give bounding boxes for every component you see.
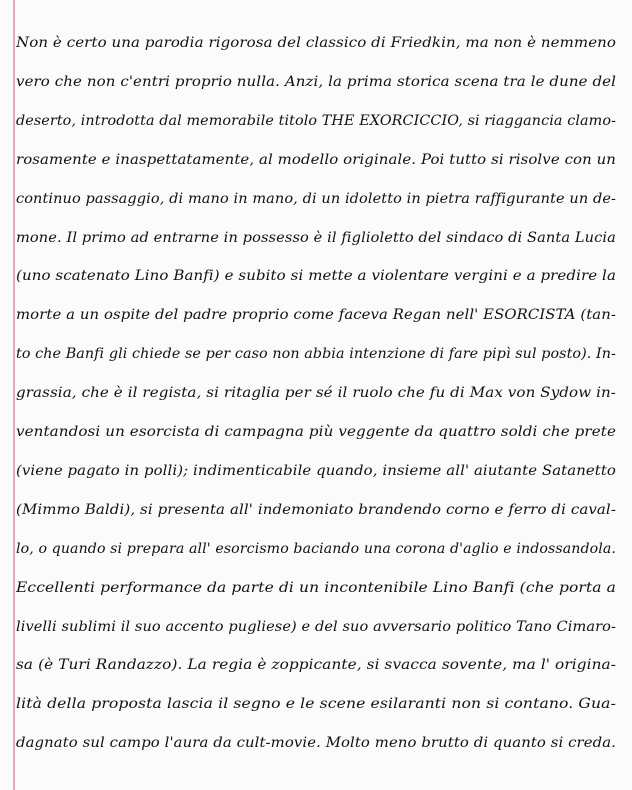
text-line-content: (uno scatenato Lino Banfi) e subito si mette a violentare vergini e a predire la bbox=[16, 268, 616, 285]
text-line bbox=[16, 730, 632, 756]
text-line bbox=[16, 186, 632, 212]
text-line-content: sa (è Turi Randazzo). La regia è zoppicante, si svacca sovente, ma l' origina- bbox=[16, 657, 616, 674]
text-line bbox=[16, 302, 632, 328]
text-line-content: to che Banfi gli chiede se per caso non abbia intenzione di fare pipì sul posto). In- bbox=[16, 346, 616, 363]
text-line-content: deserto, introdotta dal memorabile titolo THE EXORCICCIO, si riaggancia clamo- bbox=[16, 112, 617, 129]
text-line-content: (Mimmo Baldi), si presenta all' indemoniato brandendo corno e ferro di caval- bbox=[16, 501, 616, 518]
text-line bbox=[16, 497, 632, 523]
text-line-content: ventandosi un esorcista di campagna più veggente da quattro soldi che prete bbox=[16, 424, 616, 440]
text-line bbox=[16, 147, 632, 173]
text-line-content: lità della proposta lascia il segno e le scene esilaranti non si contano. Gua- bbox=[16, 696, 616, 713]
text-line bbox=[16, 419, 632, 445]
text-line bbox=[16, 108, 632, 134]
text-line-content: lo, o quando si prepara all' esorcismo baciando una corona d'aglio e indossandola. bbox=[16, 540, 617, 557]
text-line bbox=[16, 30, 632, 56]
text-line bbox=[16, 225, 632, 251]
text-line-content: livelli sublimi il suo accento pugliese) e del suo avversario politico Tano Cimaro- bbox=[16, 618, 616, 635]
text-line bbox=[16, 341, 632, 367]
text-line-content: Eccellenti performance da parte di un incontenibile Lino Banfi (che porta a bbox=[16, 579, 616, 596]
text-line bbox=[16, 614, 632, 640]
text-line bbox=[16, 263, 632, 289]
text-line bbox=[16, 458, 632, 484]
text-line-content: vero che non c'entri proprio nulla. Anzi, la prima storica scena tra le dune del bbox=[16, 73, 617, 90]
text-line-content: rosamente e inaspettatamente, al modello originale. Poi tutto si risolve con un bbox=[16, 151, 617, 168]
text-line bbox=[16, 536, 632, 562]
text-line-content: Non è certo una parodia rigorosa del classico di Friedkin, ma non è nemmeno bbox=[16, 35, 617, 51]
text-line-content: dagnato sul campo l'aura da cult-movie. Molto meno brutto di quanto si creda. bbox=[16, 735, 616, 752]
text-line-content: continuo passaggio, di mano in mano, di un idoletto in pietra raffigurante un de- bbox=[16, 190, 617, 207]
text-line bbox=[16, 691, 632, 717]
text-line-content: grassia, che è il regista, si ritaglia per sé il ruolo che fu di Max von Sydow in- bbox=[16, 385, 617, 402]
text-line bbox=[16, 575, 632, 601]
text-line-content: morte a un ospite del padre proprio come faceva Regan nell' ESORCISTA (tan- bbox=[16, 307, 617, 324]
text-line-content: (viene pagato in polli); indimenticabile quando, insieme all' aiutante Satanetto bbox=[16, 462, 616, 479]
text-line-content: mone. Il primo ad entrarne in possesso è il figlioletto del sindaco di Santa Lucia bbox=[16, 229, 616, 246]
text-line bbox=[16, 380, 632, 406]
text-line bbox=[16, 652, 632, 678]
text-line bbox=[16, 69, 632, 95]
